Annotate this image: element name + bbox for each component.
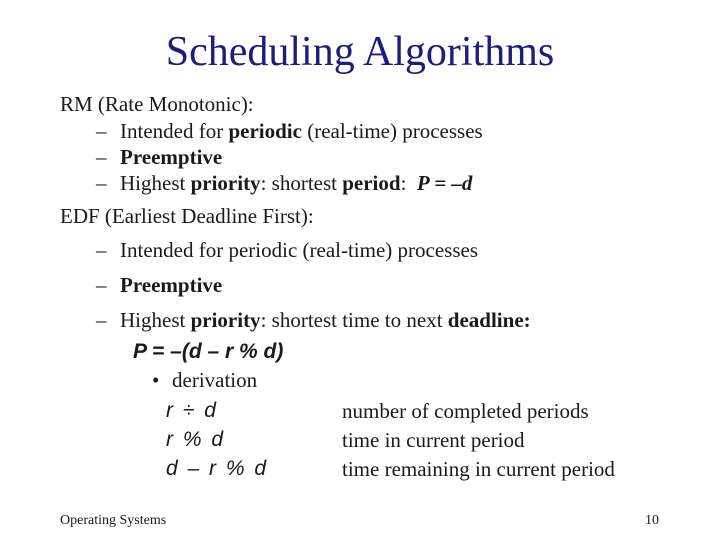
- rm-heading: RM (Rate Monotonic):: [60, 92, 254, 116]
- rm-item-periodic: – Intended for periodic (real-time) processes: [96, 119, 483, 143]
- page-number: 10: [645, 513, 659, 528]
- edf-heading: EDF (Earliest Deadline First):: [60, 204, 314, 228]
- rm-formula: P = –d: [416, 171, 473, 195]
- dash-bullet: –: [96, 238, 107, 262]
- rm-item-preemptive: – Preemptive: [96, 145, 223, 169]
- edf-item-periodic: – Intended for periodic (real-time) processes: [96, 238, 479, 262]
- derivation-expr: d – r % d: [166, 457, 269, 480]
- dash-bullet: –: [96, 308, 107, 332]
- footer-course: Operating Systems: [60, 513, 167, 528]
- dash-bullet: –: [96, 171, 107, 195]
- derivation-desc: number of completed periods: [342, 399, 589, 423]
- derivation-expr: r ÷ d: [166, 399, 218, 422]
- edf-formula: P = –(d – r % d): [133, 340, 284, 363]
- edf-item-priority: – Highest priority: shortest time to next deadline:: [96, 308, 531, 332]
- dash-bullet: –: [96, 273, 107, 297]
- edf-item-preemptive: – Preemptive: [96, 273, 223, 297]
- derivation-item: • derivation: [152, 368, 258, 392]
- slide-title: Scheduling Algorithms: [165, 29, 555, 75]
- dash-bullet: –: [96, 119, 107, 143]
- bullet-dot: •: [152, 368, 160, 392]
- rm-item-priority: – Highest priority: shortest period: P = –d: [96, 171, 473, 195]
- dash-bullet: –: [96, 145, 107, 169]
- derivation-expr: r % d: [166, 428, 226, 451]
- derivation-desc: time in current period: [342, 428, 525, 452]
- derivation-desc: time remaining in current period: [342, 457, 615, 481]
